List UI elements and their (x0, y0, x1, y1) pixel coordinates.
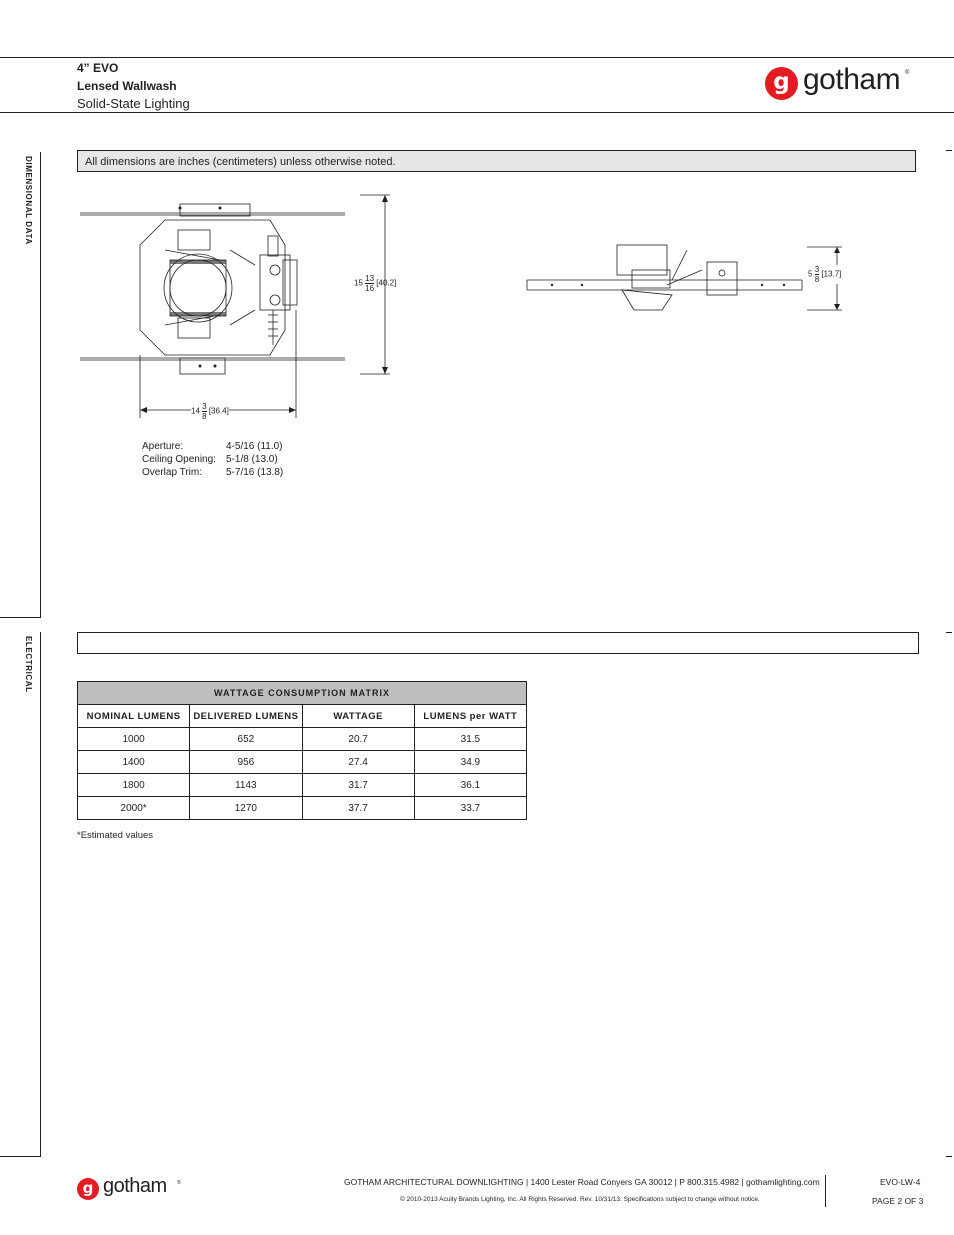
product-name: 4” EVO (77, 61, 119, 75)
table-cell: 1400 (78, 751, 190, 774)
table-header-row (78, 705, 527, 728)
spec-row (142, 453, 283, 466)
height-cm: [40.2] (376, 278, 397, 288)
registered-mark: ® (905, 70, 910, 76)
spec-row (142, 466, 283, 479)
width-cm: [36.4] (208, 406, 229, 416)
electrical-tab (0, 632, 41, 1157)
dimensional-data-tab (0, 152, 41, 618)
side-denominator: 8 (814, 275, 820, 284)
table-title: WATTAGE CONSUMPTION MATRIX (78, 682, 527, 705)
side-numerator: 3 (814, 265, 820, 274)
column-header: WATTAGE (302, 705, 414, 728)
side-whole: 5 (808, 269, 813, 279)
column-header: DELIVERED LUMENS (190, 705, 302, 728)
side-cm: [13.7] (821, 269, 842, 279)
table-footnote: *Estimated values (77, 830, 154, 841)
dimensional-data-label: DIMENSIONAL DATA (24, 156, 33, 245)
spec-label: Ceiling Opening: (142, 454, 216, 465)
logo-g-icon: g (765, 67, 798, 100)
width-dimension (191, 402, 229, 421)
footer-logo-wordmark: gotham (103, 1175, 167, 1197)
table-cell: 37.7 (302, 797, 414, 820)
spec-value: 5-1/8 (13.0) (226, 454, 278, 465)
page-number: PAGE 2 OF 3 (872, 1196, 924, 1206)
table-cell: 20.7 (302, 728, 414, 751)
height-dimension (354, 274, 396, 293)
footer-address: GOTHAM ARCHITECTURAL DOWNLIGHTING | 1400 Lester Road Conyers GA 30012 | P 800.315.4982 | gothamlighting.com (344, 1177, 820, 1187)
column-header: NOMINAL LUMENS (78, 705, 190, 728)
height-numerator: 13 (365, 274, 375, 283)
table-cell: 956 (190, 751, 302, 774)
table-row (78, 774, 527, 797)
top-rule (0, 57, 954, 58)
footer-registered-mark: ® (177, 1180, 181, 1186)
table-row (78, 728, 527, 751)
table-cell: 2000* (78, 797, 190, 820)
table-cell: 1270 (190, 797, 302, 820)
height-denominator: 16 (365, 284, 375, 293)
spec-row (142, 440, 283, 453)
product-category: Solid-State Lighting (77, 96, 190, 111)
column-header: LUMENS per WATT (414, 705, 526, 728)
side-view-drawing (522, 240, 847, 315)
dimension-specs (142, 440, 283, 479)
footer-copyright: © 2010-2013 Acuity Brands Lighting, Inc. All Rights Reserved. Rev. 10/31/13. Specifications subject to change without notice. (400, 1196, 760, 1203)
table-cell: 33.7 (414, 797, 526, 820)
table-cell: 27.4 (302, 751, 414, 774)
header-logo (765, 63, 915, 102)
margin-tick (946, 150, 952, 151)
spec-label: Overlap Trim: (142, 467, 203, 478)
margin-tick (946, 632, 952, 633)
width-denominator: 8 (202, 412, 207, 421)
table-cell: 1800 (78, 774, 190, 797)
table-row (78, 797, 527, 820)
margin-tick (946, 1156, 952, 1157)
wattage-matrix-table (77, 681, 527, 820)
height-whole: 15 (354, 278, 363, 288)
table-cell: 31.5 (414, 728, 526, 751)
logo-wordmark: gotham (803, 63, 901, 96)
footer-logo-g-icon: g (77, 1178, 99, 1200)
spec-value: 4-5/16 (11.0) (226, 441, 283, 452)
footer-divider (825, 1175, 826, 1207)
dimensions-notice: All dimensions are inches (centimeters) unless otherwise noted. (77, 150, 916, 172)
electrical-header-box (77, 632, 919, 654)
table-cell: 1000 (78, 728, 190, 751)
electrical-label: ELECTRICAL (24, 636, 33, 693)
table-cell: 34.9 (414, 751, 526, 774)
table-cell: 652 (190, 728, 302, 751)
header-bottom-rule (0, 112, 954, 113)
table-cell: 36.1 (414, 774, 526, 797)
width-numerator: 3 (202, 402, 207, 411)
spec-label: Aperture: (142, 441, 184, 452)
document-code: EVO-LW-4 (880, 1177, 921, 1187)
side-height-dimension (808, 265, 841, 284)
table-row (78, 751, 527, 774)
top-view-drawing (70, 190, 410, 425)
table-cell: 1143 (190, 774, 302, 797)
width-whole: 14 (191, 406, 200, 416)
table-cell: 31.7 (302, 774, 414, 797)
spec-value: 5-7/16 (13.8) (226, 467, 284, 478)
table-title-row (78, 682, 527, 705)
footer-logo (77, 1177, 187, 1203)
product-model: Lensed Wallwash (77, 79, 177, 93)
